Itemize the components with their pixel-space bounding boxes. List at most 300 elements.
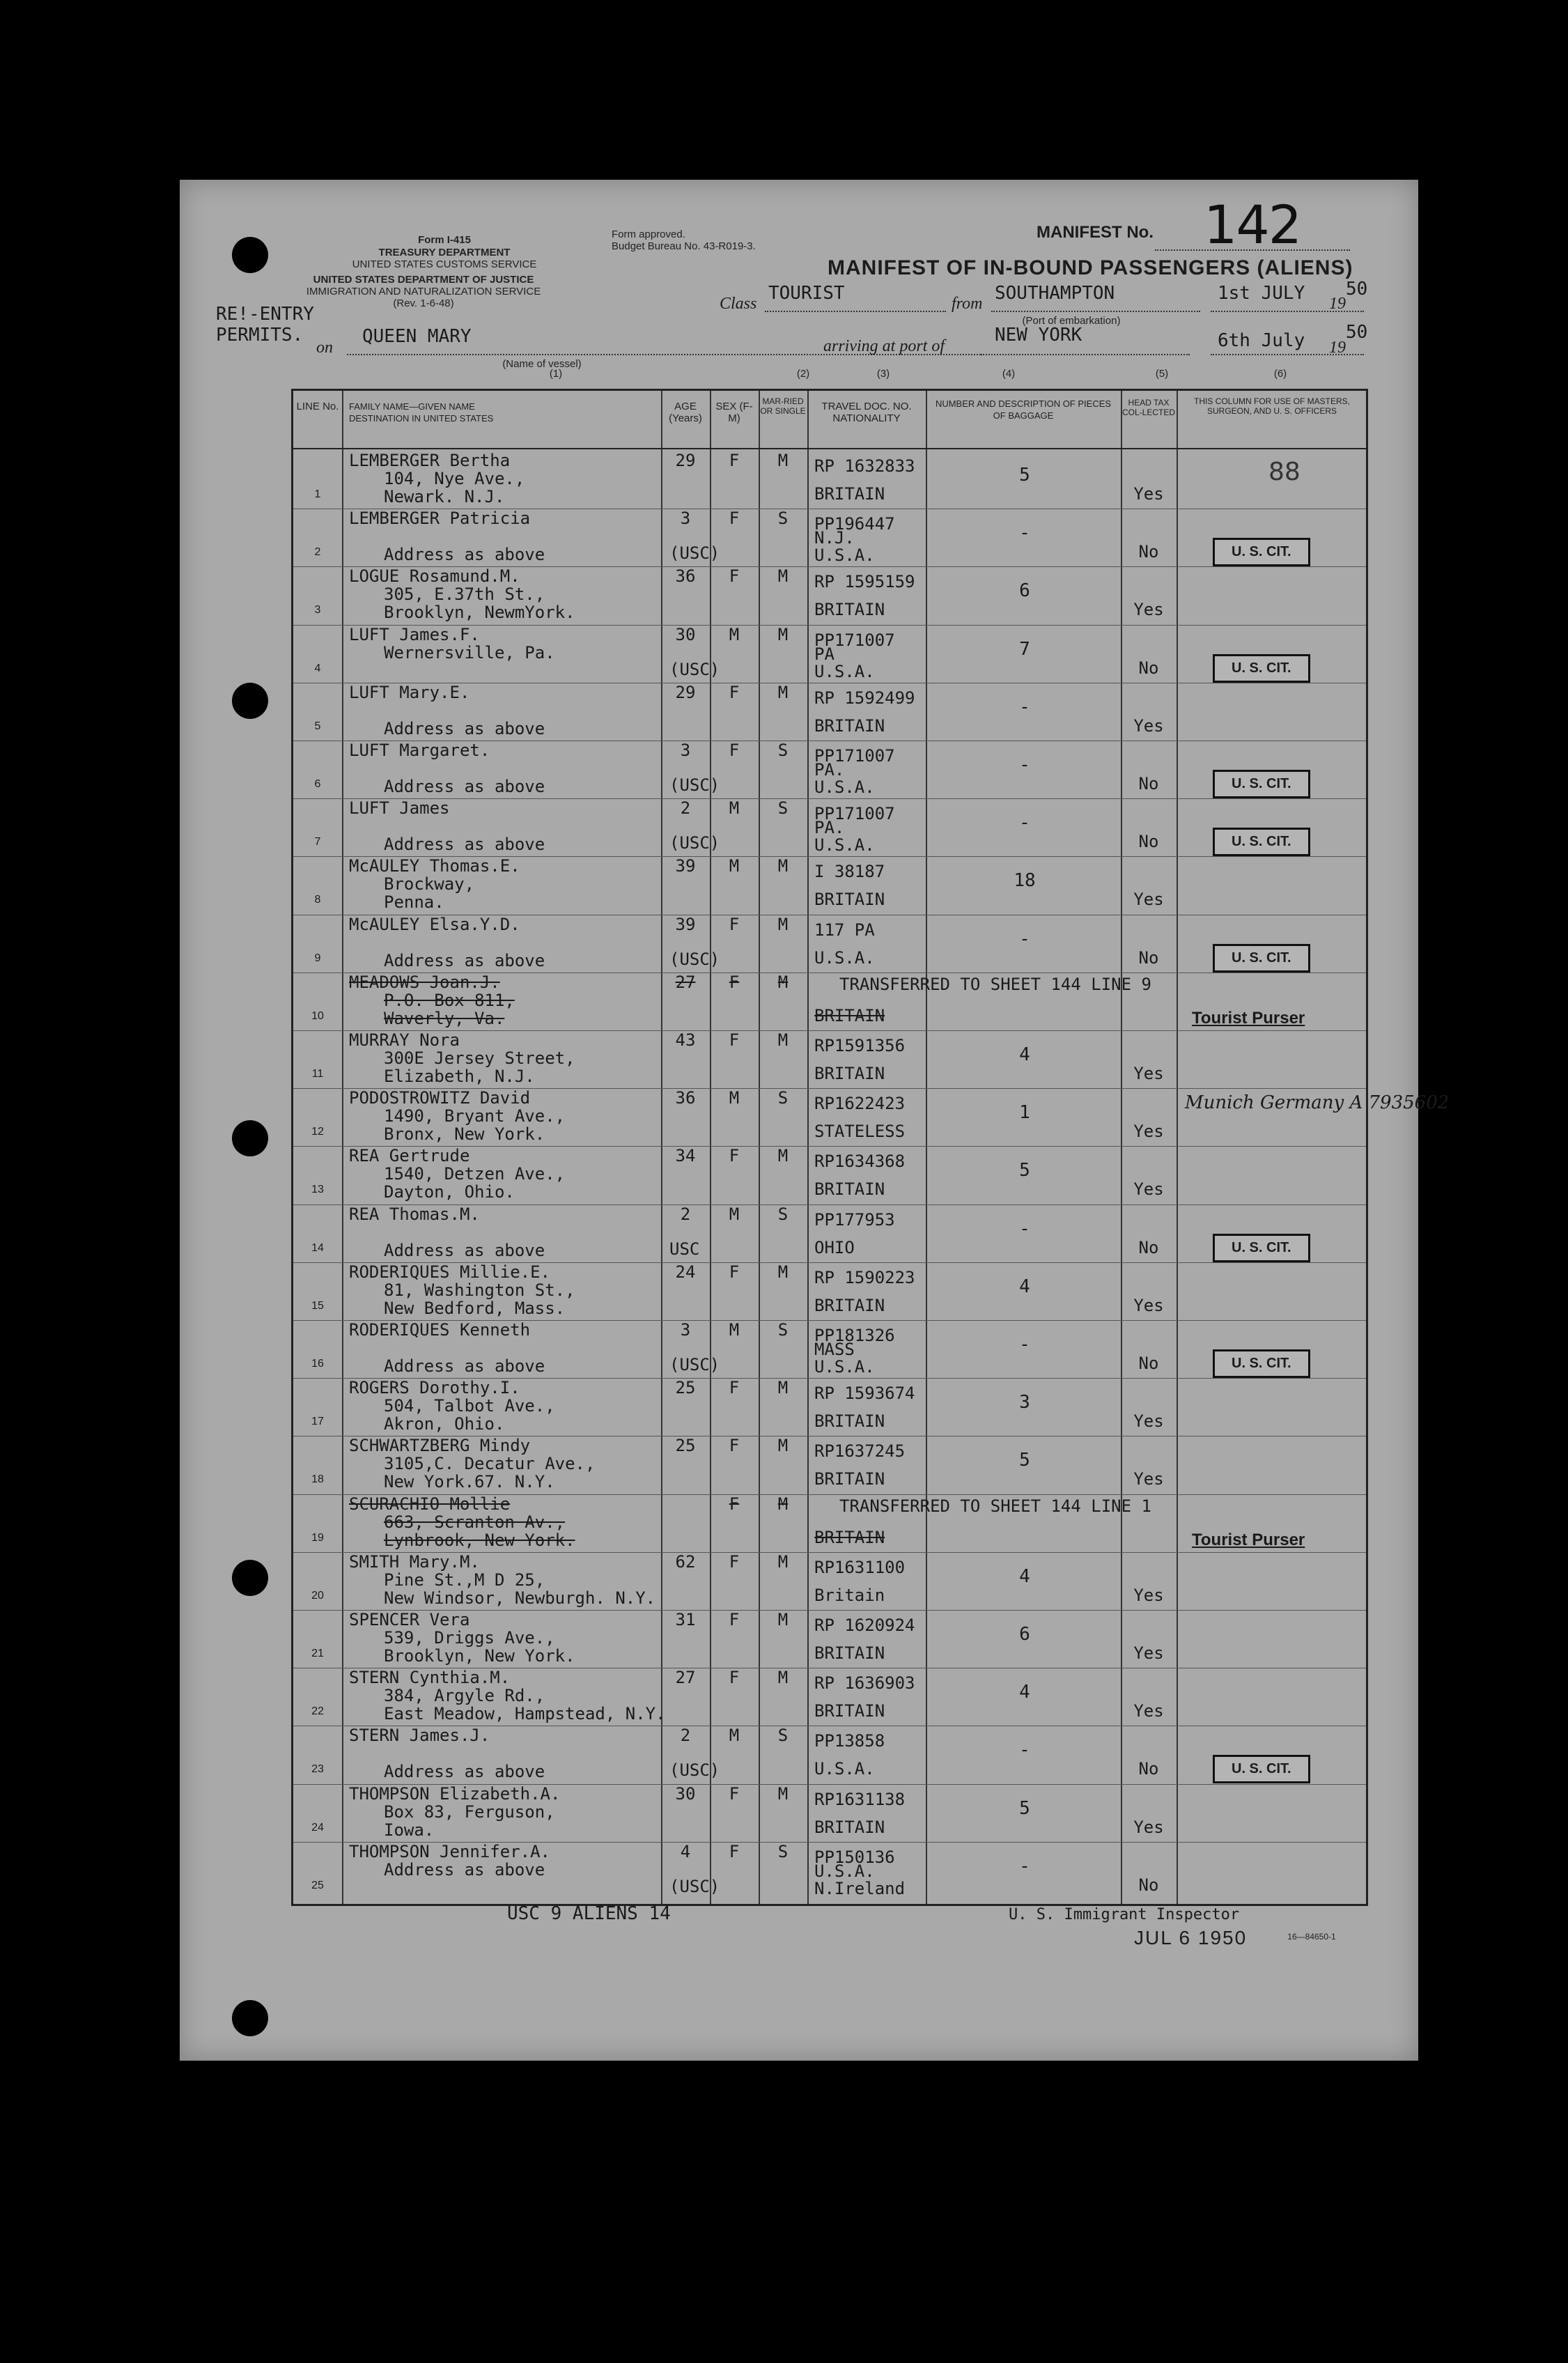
head-tax: Yes xyxy=(1133,1411,1164,1432)
baggage-count: - xyxy=(1019,754,1030,775)
passenger-name: SCURACHIO Mollie xyxy=(349,1494,511,1514)
destination-line-1: Wernersville, Pa. xyxy=(384,642,555,663)
line-number: 1 xyxy=(314,488,321,500)
line-number: 25 xyxy=(311,1879,324,1891)
line-number: 9 xyxy=(314,952,321,964)
age: 31 xyxy=(675,1610,696,1629)
us-citizen-stamp: U. S. CIT. xyxy=(1213,770,1310,798)
passenger-name: RODERIQUES Millie.E. xyxy=(349,1262,550,1282)
travel-doc: RP 1636903 xyxy=(814,1673,915,1694)
travel-doc: RP 1632833 xyxy=(814,456,915,476)
marital-status: M xyxy=(777,1668,789,1688)
transfer-note: TRANSFERRED TO SHEET 144 LINE 9 xyxy=(839,974,1151,994)
head-tax: No xyxy=(1138,658,1159,678)
nationality: PA U.S.A. xyxy=(814,644,875,681)
usc-mark: (USC) xyxy=(669,543,720,564)
baggage-count: - xyxy=(1019,696,1030,718)
travel-doc: RP1591356 xyxy=(814,1036,906,1055)
travel-doc: PP13858 xyxy=(814,1731,885,1751)
destination-line-1: 1540, Detzen Ave., xyxy=(384,1164,566,1184)
destination-line-1: 305, E.37th St., xyxy=(384,584,545,605)
baggage-count: 1 xyxy=(1019,1102,1030,1124)
from-rule xyxy=(991,311,1200,312)
passenger-name: MEADOWS Joan.J. xyxy=(349,972,500,992)
head-tax: Yes xyxy=(1133,1122,1164,1142)
binder-hole xyxy=(232,1120,268,1156)
marital-status: M xyxy=(777,1783,789,1804)
baggage-count: 6 xyxy=(1019,580,1030,602)
passenger-name: LOGUE Rosamund.M. xyxy=(349,566,520,587)
age: 36 xyxy=(675,1088,696,1108)
marital-status: S xyxy=(777,1726,789,1746)
line-number: 2 xyxy=(314,546,321,559)
baggage-count: - xyxy=(1019,1740,1030,1761)
age: 62 xyxy=(675,1551,696,1572)
usc-mark: (USC) xyxy=(669,1355,720,1374)
nationality: BRITAIN xyxy=(814,484,885,504)
marital-status: M xyxy=(777,1436,789,1456)
approval-line-2: Budget Bureau No. 43-R019-3. xyxy=(612,240,756,252)
age: 39 xyxy=(675,856,696,876)
passenger-name: SMITH Mary.M. xyxy=(349,1551,480,1572)
destination-line-1: 81, Washington St., xyxy=(384,1280,575,1300)
passenger-name: RODERIQUES Kenneth xyxy=(349,1320,531,1340)
transfer-note: TRANSFERRED TO SHEET 144 LINE 1 xyxy=(839,1496,1151,1516)
destination-line-2: Address as above xyxy=(384,1762,545,1782)
head-tax: Yes xyxy=(1133,1295,1164,1315)
nationality: Britain xyxy=(814,1585,885,1605)
passenger-name: REA Thomas.M. xyxy=(349,1204,480,1224)
head-tax: Yes xyxy=(1133,890,1164,910)
passenger-name: LEMBERGER Patricia xyxy=(349,509,531,529)
baggage-count: 7 xyxy=(1019,638,1030,660)
us-citizen-stamp: U. S. CIT. xyxy=(1213,944,1310,973)
class-label: Class xyxy=(720,295,757,313)
baggage-count: 5 xyxy=(1019,1160,1030,1182)
destination-line-2: Bronx, New York. xyxy=(384,1124,545,1145)
col-header-married: MAR-RIED OR SINGLE xyxy=(760,396,806,416)
nationality: OHIO xyxy=(814,1237,855,1257)
line-number: 19 xyxy=(311,1531,324,1544)
baggage-count: - xyxy=(1019,812,1030,834)
passenger-name: LUFT Margaret. xyxy=(349,741,490,760)
col-num-2: (2) xyxy=(796,368,810,380)
travel-doc: RP1631100 xyxy=(814,1557,906,1577)
baggage-count: - xyxy=(1019,928,1030,950)
passenger-name: REA Gertrude xyxy=(349,1146,470,1166)
nationality: U.S.A. N.Ireland xyxy=(814,1861,906,1898)
sex: M xyxy=(729,1726,740,1746)
usc-mark: USC xyxy=(669,1239,700,1259)
line-number: 22 xyxy=(311,1705,324,1718)
head-tax: Yes xyxy=(1133,715,1164,736)
age: 25 xyxy=(675,1436,696,1456)
head-tax: Yes xyxy=(1133,1817,1164,1837)
destination-line-2: Elizabeth, N.J. xyxy=(384,1067,535,1086)
arrival-year-suffix: 50 xyxy=(1346,322,1368,343)
marital-status: S xyxy=(777,1841,789,1861)
line-number: 5 xyxy=(314,720,321,732)
passenger-table xyxy=(291,389,1450,1906)
binder-hole xyxy=(232,683,268,719)
nationality: STATELESS xyxy=(814,1122,906,1142)
class-value: TOURIST xyxy=(768,283,845,304)
embarkation-port: SOUTHAMPTON xyxy=(995,283,1115,304)
nationality: BRITAIN xyxy=(814,1817,885,1837)
nationality: MASS U.S.A. xyxy=(814,1340,875,1377)
head-tax: Yes xyxy=(1133,1701,1164,1721)
head-tax: Yes xyxy=(1133,1643,1164,1663)
sex: F xyxy=(729,1551,740,1572)
head-tax: No xyxy=(1138,774,1159,793)
travel-doc: RP 1590223 xyxy=(814,1267,915,1287)
sex: F xyxy=(729,1610,740,1629)
destination-line-2: East Meadow, Hampstead, N.Y. xyxy=(384,1704,666,1724)
marital-status: S xyxy=(777,1088,789,1108)
arrival-port-rule xyxy=(981,354,1190,355)
nationality: BRITAIN xyxy=(814,1701,885,1721)
reentry-note: RE!-ENTRY PERMITS. xyxy=(216,304,314,346)
head-tax: No xyxy=(1138,832,1159,852)
manifest-sheet xyxy=(180,180,1450,2061)
head-tax: No xyxy=(1138,1875,1159,1895)
head-tax: No xyxy=(1138,1759,1159,1779)
destination-line-1: P.O. Box 811, xyxy=(384,990,515,1010)
destination-line-2: Waverly, Va. xyxy=(384,1008,505,1028)
head-tax: Yes xyxy=(1133,1064,1164,1083)
travel-doc: RP 1592499 xyxy=(814,688,915,708)
destination-line-1: Brockway, xyxy=(384,874,475,894)
travel-doc: PP171007 xyxy=(814,746,895,766)
justice-line-1: UNITED STATES DEPARTMENT OF JUSTICE xyxy=(313,274,534,286)
class-rule xyxy=(765,311,946,312)
sex: M xyxy=(729,798,740,819)
col-num-5: (5) xyxy=(1155,368,1169,380)
marital-status: S xyxy=(777,1204,789,1224)
marital-status: S xyxy=(777,741,789,760)
year-prefix: 19 xyxy=(1329,295,1346,313)
line-number: 12 xyxy=(311,1126,324,1138)
sex: F xyxy=(729,682,740,702)
baggage-count: 5 xyxy=(1019,465,1030,486)
sex: F xyxy=(729,1436,740,1456)
marital-status: M xyxy=(777,1610,789,1629)
line-number: 4 xyxy=(314,662,321,674)
sex: F xyxy=(729,1262,740,1282)
port-caption: (Port of embarkation) xyxy=(1022,315,1121,327)
passenger-name: SCHWARTZBERG Mindy xyxy=(349,1436,531,1456)
sex: M xyxy=(729,1088,740,1108)
nationality: U.S.A. xyxy=(814,1759,875,1779)
sex: M xyxy=(729,1320,740,1340)
marital-status: M xyxy=(777,1030,789,1050)
us-citizen-stamp: U. S. CIT. xyxy=(1213,1755,1310,1783)
head-tax: Yes xyxy=(1133,600,1164,620)
marital-status: M xyxy=(777,1494,789,1514)
manifest-number: 142 xyxy=(1204,194,1301,256)
date-stamp: JUL 6 1950 xyxy=(1134,1927,1248,1948)
nationality: BRITAIN xyxy=(814,715,885,736)
nationality: BRITAIN xyxy=(814,1469,885,1489)
head-tax: Yes xyxy=(1133,1179,1164,1200)
travel-doc: RP 1595159 xyxy=(814,572,915,592)
age: 34 xyxy=(675,1146,696,1166)
travel-doc: PP171007 xyxy=(814,630,895,650)
line-number: 15 xyxy=(311,1299,324,1312)
marital-status: M xyxy=(777,856,789,876)
nationality: N.J. U.S.A. xyxy=(814,528,875,566)
destination-line-2: Penna. xyxy=(384,892,444,913)
age: 39 xyxy=(675,914,696,934)
manifest-number-label: MANIFEST No. xyxy=(1037,223,1154,242)
line-number: 18 xyxy=(311,1473,324,1486)
marital-status: M xyxy=(777,682,789,702)
baggage-count: 5 xyxy=(1019,1450,1030,1471)
sex: F xyxy=(729,1030,740,1050)
passenger-name: MURRAY Nora xyxy=(349,1030,460,1050)
travel-doc: RP1634368 xyxy=(814,1152,906,1172)
baggage-count: - xyxy=(1019,1218,1030,1239)
transfer-signature: Tourist Purser xyxy=(1192,1530,1305,1549)
passenger-name: PODOSTROWITZ David xyxy=(349,1088,531,1108)
nationality: BRITAIN xyxy=(814,1295,885,1315)
baggage-count: 6 xyxy=(1019,1624,1030,1645)
head-tax: No xyxy=(1138,1354,1159,1373)
justice-line-3: (Rev. 1-6-48) xyxy=(393,297,454,309)
destination-line-1: 1490, Bryant Ave., xyxy=(384,1106,566,1126)
year-suffix: 50 xyxy=(1346,279,1368,300)
vessel-name: QUEEN MARY xyxy=(362,326,472,347)
destination-line-2: Newark. N.J. xyxy=(384,487,505,506)
marital-status: M xyxy=(777,566,789,587)
head-tax: Yes xyxy=(1133,1585,1164,1605)
baggage-count: 4 xyxy=(1019,1044,1030,1065)
vessel-caption: (Name of vessel) xyxy=(502,358,582,370)
line-number: 14 xyxy=(311,1241,324,1254)
destination-line-2: Address as above xyxy=(384,1240,545,1260)
sex: F xyxy=(729,566,740,587)
treasury-line-2: UNITED STATES CUSTOMS SERVICE xyxy=(352,258,537,270)
sex: F xyxy=(729,1668,740,1688)
head-tax: Yes xyxy=(1133,484,1164,504)
officer-note: 88 xyxy=(1268,458,1301,486)
usc-mark: (USC) xyxy=(669,949,720,969)
marital-status: M xyxy=(777,1262,789,1282)
destination-line-2: Brooklyn, New York. xyxy=(384,1646,575,1666)
binder-hole xyxy=(232,2000,268,2036)
travel-doc: PP150136 xyxy=(814,1847,895,1867)
marital-status: M xyxy=(777,1551,789,1572)
destination-line-1: Box 83, Ferguson, xyxy=(384,1802,555,1822)
age: 3 xyxy=(680,509,691,529)
destination-line-2: Address as above xyxy=(384,777,545,796)
col-header-doc: TRAVEL DOC. NO. NATIONALITY xyxy=(821,401,912,424)
line-number: 21 xyxy=(311,1648,324,1659)
baggage-count: 5 xyxy=(1019,1797,1030,1819)
row-divider xyxy=(293,798,1366,799)
sex: M xyxy=(729,856,740,876)
col-header-officers: THIS COLUMN FOR USE OF MASTERS, SURGEON, AND U. S. OFFICERS xyxy=(1193,396,1350,416)
arrival-year-prefix: 19 xyxy=(1329,339,1346,357)
line-number: 6 xyxy=(314,778,321,790)
age: 3 xyxy=(680,1320,691,1340)
passenger-name: STERN James.J. xyxy=(349,1726,490,1746)
line-number: 16 xyxy=(311,1358,324,1370)
passenger-name: STERN Cynthia.M. xyxy=(349,1668,511,1688)
col-header-sex: SEX (F-M) xyxy=(715,401,753,424)
usc-mark: (USC) xyxy=(669,1876,720,1896)
col-header-line: LINE No. xyxy=(296,401,339,412)
line-number: 10 xyxy=(311,1009,324,1022)
destination-line-2: Address as above xyxy=(384,545,545,565)
sex: F xyxy=(729,1783,740,1804)
treasury-line-1: TREASURY DEPARTMENT xyxy=(378,247,511,258)
inspector-caption: U. S. Immigrant Inspector xyxy=(1009,1906,1240,1923)
usc-mark: (USC) xyxy=(669,775,720,795)
marital-status: M xyxy=(777,451,789,470)
travel-doc: RP1622423 xyxy=(814,1094,906,1114)
sex: F xyxy=(729,972,740,992)
line-number: 24 xyxy=(311,1821,324,1834)
nationality: BRITAIN xyxy=(814,1643,885,1663)
line-number: 8 xyxy=(314,894,321,906)
us-citizen-stamp: U. S. CIT. xyxy=(1213,654,1310,683)
marital-status: M xyxy=(777,972,789,992)
us-citizen-stamp: U. S. CIT. xyxy=(1213,1234,1310,1262)
manifest-number-rule xyxy=(1155,249,1350,251)
destination-line-2: New York.67. N.Y. xyxy=(384,1472,555,1492)
baggage-count: - xyxy=(1019,522,1030,544)
travel-doc: RP1631138 xyxy=(814,1789,906,1809)
col-header-baggage: NUMBER AND DESCRIPTION OF PIECES OF BAGGAGE xyxy=(935,398,1112,421)
binder-hole xyxy=(232,1560,268,1596)
destination-line-1: 539, Driggs Ave., xyxy=(384,1628,555,1648)
on-label: on xyxy=(316,339,333,357)
travel-doc: 117 PA xyxy=(814,920,875,940)
destination-line-1: 3105,C. Decatur Ave., xyxy=(384,1454,596,1474)
age: 24 xyxy=(675,1262,696,1282)
travel-doc: I 38187 xyxy=(814,862,885,882)
marital-status: S xyxy=(777,1320,789,1340)
passenger-name: SPENCER Vera xyxy=(349,1610,470,1629)
passenger-name: LEMBERGER Bertha xyxy=(349,451,511,470)
age: 2 xyxy=(680,1204,691,1224)
destination-line-2: New Windsor, Newburgh. N.Y. xyxy=(384,1588,656,1608)
usc-mark: (USC) xyxy=(669,833,720,853)
line-number: 3 xyxy=(314,604,321,617)
baggage-count: 18 xyxy=(1014,870,1036,892)
destination-line-2: Lynbrook, New York. xyxy=(384,1530,575,1550)
col-num-1: (1) xyxy=(549,368,563,380)
sex: F xyxy=(729,741,740,760)
us-citizen-stamp: U. S. CIT. xyxy=(1213,1349,1310,1378)
line-number: 20 xyxy=(311,1589,324,1602)
sex: F xyxy=(729,1841,740,1861)
nationality: BRITAIN xyxy=(814,1527,885,1547)
arrival-date: 6th July xyxy=(1218,330,1305,351)
marital-status: M xyxy=(777,914,789,934)
destination-line-1: 104, Nye Ave., xyxy=(384,469,525,488)
marital-status: S xyxy=(777,509,789,529)
marital-status: M xyxy=(777,624,789,644)
destination-line-1: Pine St.,M D 25, xyxy=(384,1570,545,1590)
usc-mark: (USC) xyxy=(669,659,720,679)
sex: M xyxy=(729,1204,740,1224)
head-tax: No xyxy=(1138,542,1159,562)
travel-doc: PP177953 xyxy=(814,1209,895,1230)
passenger-name: McAULEY Thomas.E. xyxy=(349,856,520,876)
destination-line-2: Address as above xyxy=(384,950,545,970)
travel-doc: RP 1620924 xyxy=(814,1616,915,1635)
sex: F xyxy=(729,1146,740,1166)
destination-line-1: 300E Jersey Street, xyxy=(384,1048,575,1068)
sex: F xyxy=(729,509,740,529)
nationality: BRITAIN xyxy=(814,1179,885,1200)
head-tax: No xyxy=(1138,947,1159,968)
us-citizen-stamp: U. S. CIT. xyxy=(1213,538,1310,566)
destination-line-2: Address as above xyxy=(384,718,545,738)
date-rule xyxy=(1211,311,1364,312)
destination-line-1: Address as above xyxy=(384,1859,545,1880)
destination-line-2: Iowa. xyxy=(384,1820,435,1840)
age: 29 xyxy=(675,682,696,702)
nationality: U.S.A. xyxy=(814,947,875,968)
age: 36 xyxy=(675,566,696,587)
age: 27 xyxy=(675,972,696,992)
destination-line-1: 384, Argyle Rd., xyxy=(384,1686,545,1706)
passenger-name: LUFT Mary.E. xyxy=(349,682,470,702)
nationality: PA. U.S.A. xyxy=(814,760,875,797)
passenger-name: LUFT James.F. xyxy=(349,624,480,644)
age: 29 xyxy=(675,451,696,470)
head-tax: Yes xyxy=(1133,1469,1164,1489)
nationality: BRITAIN xyxy=(814,1005,885,1025)
arriving-label: arriving at port of xyxy=(823,337,945,355)
nationality: BRITAIN xyxy=(814,1064,885,1083)
marital-status: M xyxy=(777,1378,789,1398)
line-number: 7 xyxy=(314,836,321,849)
travel-doc: PP181326 xyxy=(814,1326,895,1345)
head-tax: No xyxy=(1138,1237,1159,1257)
sex: F xyxy=(729,914,740,934)
sex: F xyxy=(729,1378,740,1398)
travel-doc: RP1637245 xyxy=(814,1441,906,1462)
baggage-count: 4 xyxy=(1019,1276,1030,1297)
justice-line-2: IMMIGRATION AND NATURALIZATION SERVICE xyxy=(306,286,541,297)
from-label: from xyxy=(952,295,983,313)
col-num-4: (4) xyxy=(1002,368,1016,380)
departure-date: 1st JULY xyxy=(1218,283,1305,304)
age: 30 xyxy=(675,1783,696,1804)
col-header-tax: HEAD TAX COL-LECTED xyxy=(1121,398,1175,417)
form-number: Form I-415 xyxy=(418,234,471,246)
baggage-count: - xyxy=(1019,1334,1030,1355)
baggage-count: 4 xyxy=(1019,1682,1030,1703)
passenger-name: ROGERS Dorothy.I. xyxy=(349,1378,520,1398)
age: 2 xyxy=(680,1726,691,1746)
age: 2 xyxy=(680,798,691,819)
marital-status: S xyxy=(777,798,789,819)
binder-hole xyxy=(232,237,268,273)
destination-line-2: Address as above xyxy=(384,1356,545,1376)
nationality: BRITAIN xyxy=(814,890,885,910)
sex: M xyxy=(729,624,740,644)
nationality: BRITAIN xyxy=(814,600,885,620)
destination-line-2: Akron, Ohio. xyxy=(384,1414,505,1434)
nationality: BRITAIN xyxy=(814,1411,885,1432)
marital-status: M xyxy=(777,1146,789,1166)
officer-note: Munich Germany A 7935602 xyxy=(1185,1092,1450,1114)
